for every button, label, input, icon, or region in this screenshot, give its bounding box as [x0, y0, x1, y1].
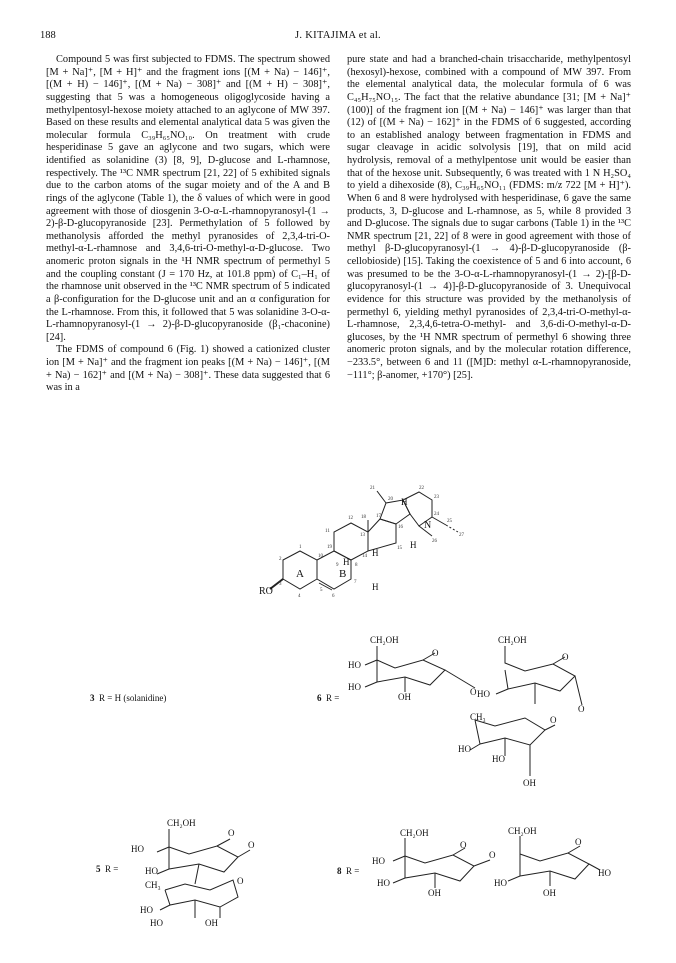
compound-number: 3 — [90, 693, 95, 703]
atom-number: 1 — [299, 545, 302, 550]
compound-number: 8 — [337, 866, 342, 876]
ring-oxygen-label: O — [460, 840, 467, 850]
compound-8-label — [337, 866, 359, 876]
linkage-oxygen-label: O — [489, 850, 496, 860]
running-title: J. KITAJIMA et al. — [295, 30, 381, 41]
sugar-ring-8-glc-terminal — [393, 838, 490, 888]
atom-number: 25 — [447, 519, 452, 524]
linkage-oxygen-label: O — [578, 704, 585, 714]
atom-number: 15 — [397, 546, 402, 551]
ch2oh-label: CH₂OH — [498, 635, 527, 645]
compound-caption: R = — [346, 866, 360, 876]
hydrogen-label: H — [343, 557, 350, 567]
paragraph: The FDMS of compound 6 (Fig. 1) showed a cationized cluster ion [M + Na]⁺ and the fragment ion peaks [(M + Na) − 146]⁺, [(M + Na) − 162]⁺ and [(M + Na) − 308]⁺. These data suggested that 6 was in a — [46, 344, 330, 394]
hydrogen-label: H — [372, 582, 379, 592]
ch3-label: CH₃ — [470, 712, 486, 722]
ho-label: HO — [145, 866, 158, 876]
ch3-label: CH₃ — [145, 880, 161, 890]
sugar-ring-8-glc-inner — [508, 836, 600, 886]
ho-label: HO — [140, 905, 153, 915]
substituent-ro: RO — [259, 586, 273, 597]
atom-number: 8 — [355, 563, 358, 568]
ho-label: HO — [477, 689, 490, 699]
atom-number: 27 — [459, 533, 464, 538]
ho-label: HO — [492, 754, 505, 764]
atom-number: 19 — [327, 545, 332, 550]
atom-number: 11 — [325, 529, 330, 534]
oh-label: OH — [428, 888, 441, 898]
atom-number: 10 — [318, 554, 323, 559]
compound-number: 5 — [96, 864, 101, 874]
atom-number: 13 — [360, 533, 365, 538]
atom-number: 12 — [348, 516, 353, 521]
atom-number: 17 — [376, 514, 381, 519]
sugar-ring-6-glc-terminal — [365, 646, 475, 692]
atom-number: 22 — [419, 486, 424, 491]
page-number: 188 — [40, 30, 56, 41]
sugar-ring-6-glc-inner — [496, 646, 582, 705]
compound-caption: R = — [326, 693, 340, 703]
hydrogen-label: H — [410, 540, 417, 550]
hydrogen-label: H — [372, 548, 379, 558]
ho-label: HO — [598, 868, 611, 878]
ring-label-b: B — [339, 568, 347, 580]
oh-label: OH — [398, 692, 411, 702]
compound-caption: R = — [105, 864, 119, 874]
nitrogen-label: N — [424, 520, 432, 531]
ho-label: HO — [377, 878, 390, 888]
ring-oxygen-label: O — [562, 652, 569, 662]
linkage-oxygen-label: O — [248, 840, 255, 850]
compound-6-label — [317, 693, 339, 703]
compound-caption: R = H (solanidine) — [99, 693, 167, 703]
ho-label: HO — [348, 682, 361, 692]
atom-number: 24 — [434, 512, 439, 517]
compound-3-label — [90, 693, 166, 703]
ho-label: HO — [348, 660, 361, 670]
ho-label: HO — [372, 856, 385, 866]
atom-number: 6 — [332, 594, 335, 599]
atom-number: 16 — [398, 525, 403, 530]
ring-oxygen-label: O — [432, 648, 439, 658]
ch2oh-label: CH₂OH — [167, 818, 196, 828]
atom-number: 26 — [432, 539, 437, 544]
atom-number: 20 — [388, 497, 393, 502]
sugar-ring-5-glc — [157, 829, 250, 874]
ch2oh-label: CH₂OH — [370, 635, 399, 645]
hydrogen-label: H — [401, 497, 408, 507]
compound-number: 6 — [317, 693, 322, 703]
ho-label: HO — [458, 744, 471, 754]
atom-number: 3 — [279, 582, 282, 587]
oh-label: OH — [205, 918, 218, 928]
atom-number: 23 — [434, 495, 439, 500]
compound-5-label — [96, 864, 118, 874]
ring-oxygen-label: O — [237, 876, 244, 886]
ho-label: HO — [494, 878, 507, 888]
atom-number: 4 — [298, 594, 301, 599]
paragraph: Compound 5 was first subjected to FDMS. The spectrum showed [M + Na]⁺, [M + H]⁺ and the fragment ions [(M + Na) − 146]⁺, [(M + H) − 146]⁺, [(M + Na) − 308]⁺ and [(M + H) − 308]⁺, suggesting that 5 was a homogeneous oligoglycoside having a methylpentosyl-hexose moiety attached to an aglycone of MW 397. Based on these results and elemental analytical data 5 was given the molecular formula C₃₉H₆₅NO₁₀. On treatment with crude hesperidinase 5 gave an aglycone and two sugars, which were identified as solanidine (3) [8, 9], D-glucose and L-rhamnose, respectively. The ¹³C NMR spectrum [21, 22] of 5 exhibited signals due to the carbon atoms of the sugar moiety and of the A and B rings of the aglycone (Table 1), the δ values of which were in good agreement with those of diosgenin 3-O-α-L-rhamnopyranosyl-(1 → 2)-β-D-glucopyranoside [23]. Permethylation of 5 followed by methanolysis afforded the methyl pyranosides of 2,3,4-tri-O-methyl-α-L-rhamnose and 3,4,6-tri-O-methyl-α-D-glucose. Two anomeric proton signals in the ¹H NMR spectrum of permethyl 5 and the coupling constant (J = 170 Hz, at 101.8 ppm) of C₁–H₁ of the rhamnose unit observed in the ¹³C NMR spectrum of 5 indicated a β-configuration for the D-glucose unit and an α configuration for the L-rhamnose. From this, it followed that 5 was solanidine 3-O-α-L-rhamnopyranosyl-(1 → 2)-β-D-glucopyranoside (β₁-chaconine) [24]. — [46, 54, 330, 343]
ring-oxygen-label: O — [228, 828, 235, 838]
sugar-ring-6-rha — [470, 718, 555, 776]
ring-label-a: A — [296, 568, 304, 580]
paragraph: pure state and had a branched-chain trisaccharide, methylpentosyl (hexosyl)-hexose, combined with a compound of MW 397. From the elemental analytical data, the molecular formula of 6 was C₄₅H₇₅NO₁₅. The fact that the relative abundance [31; [M + Na]⁺ (100)] of the fragment ion [(M + Na) − 146]⁺ was larger than that (12) of [(M + Na) − 162]⁺ in the FDMS of 6 suggested, according to an established analogy between fragmentation in FDMS and sugar cleavage in acidic solvolysis [19], that on mild acid hydrolysis, removal of a methylpentose unit would be easier than that of the hexose unit. Subsequently, 6 was treated with 1 N H₂SO₄ to yield a dihexoside (8), C₃₉H₆₅NO₁₁ (FDMS: m/z 722 [M + H]⁺). When 6 and 8 were hydrolysed with hesperidinase, 6 gave the same products, 3, D-glucose and L-rhamnose, as 5, while 8 provided 3 and D-glucose. The signals due to sugar carbons (Table 1) in the ¹³C NMR spectrum [21, 22] of 8 were in good agreement with those of methyl β-D-glucopyranosyl-(1 → 4)-β-D-glucopyranoside (β-cellobioside) [15]. Taking the coexistence of 5 and 6 into account, 6 was presumed to be the 3-O-α-L-rhamnopyranosyl-(1 → 2)-[β-D-glucopyranosyl-(1 → 4)]-β-D-glucopyranoside of 3. Unequivocal evidence for this structure was provided by the methanolysis of permethyl 6, yielding methyl pyranosides of 2,3,4-tri-O-methyl-α-L-rhamnose, 2,3,4,6-tetra-O-methyl- and 3,6-di-O-methyl-α-D-glucoses, by the ¹H NMR spectrum of permethyl 6 showing three anomeric proton signals, and by the molecular rotation difference, −233.5°, between 6 and 11 ([M]D: methyl α-L-rhamnopyranoside, −111°; β-anomer, +170°) [25]. — [347, 54, 631, 381]
ch2oh-label: CH₂OH — [400, 828, 429, 838]
atom-number: 2 — [279, 557, 282, 562]
sugar-ring-5-rha — [160, 864, 238, 918]
atom-number: 21 — [370, 486, 375, 491]
atom-number: 5 — [320, 588, 323, 593]
linkage-oxygen-label: O — [470, 687, 477, 697]
ho-label: HO — [131, 844, 144, 854]
atom-number: 7 — [354, 580, 357, 585]
ring-oxygen-label: O — [575, 837, 582, 847]
atom-number: 9 — [336, 563, 339, 568]
atom-number: 14 — [362, 554, 367, 559]
oh-label: OH — [543, 888, 556, 898]
ho-label: HO — [150, 918, 163, 928]
atom-number: 18 — [361, 515, 366, 520]
oh-label: OH — [523, 778, 536, 788]
ch2oh-label: CH₂OH — [508, 826, 537, 836]
ring-oxygen-label: O — [550, 715, 557, 725]
